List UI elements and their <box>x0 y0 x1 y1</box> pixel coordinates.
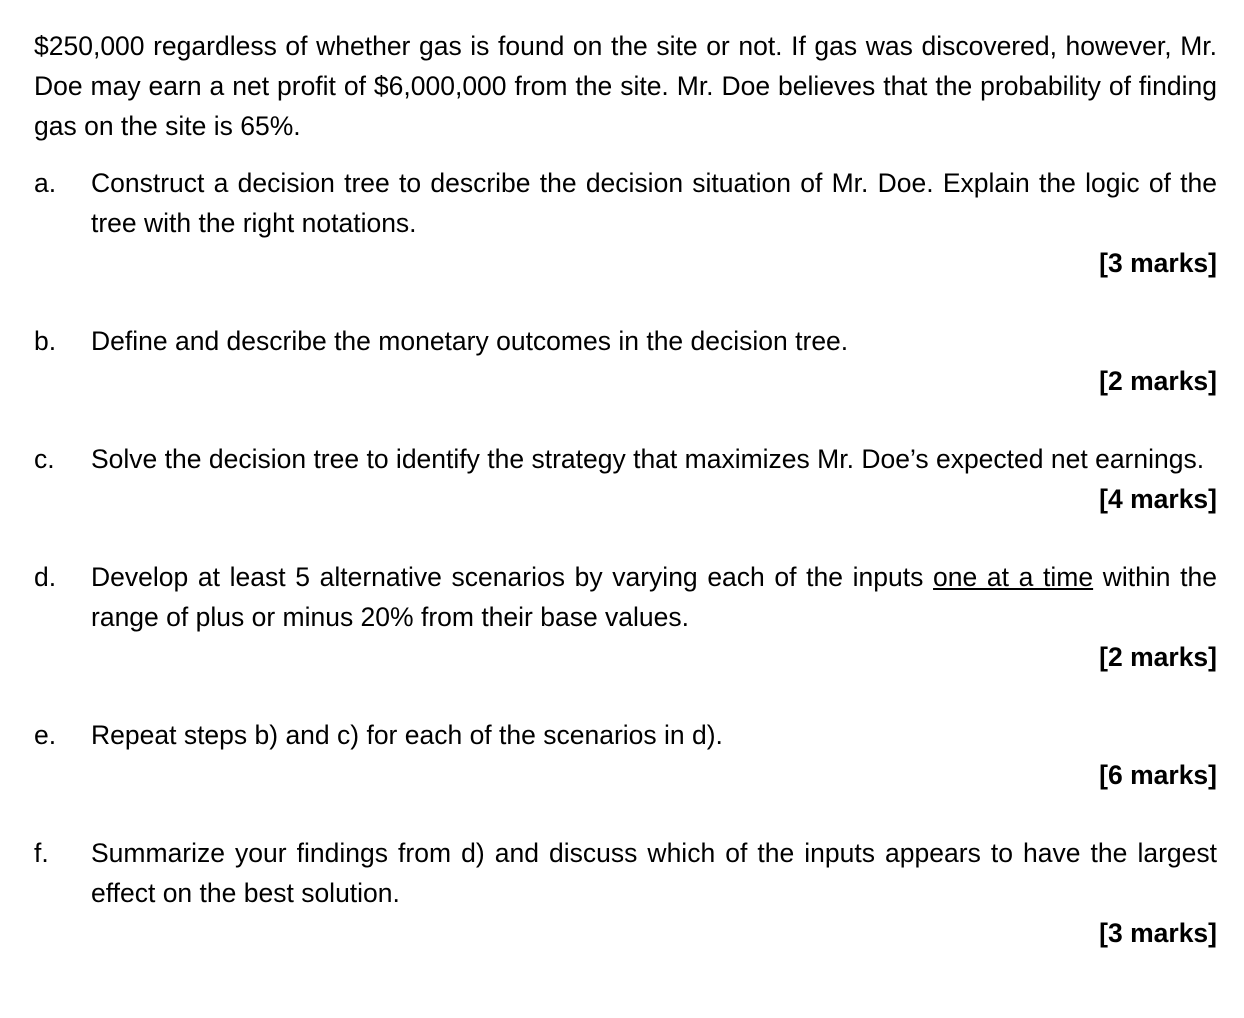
marks-label: [3 marks] <box>1099 248 1217 278</box>
marks-label: [3 marks] <box>1099 918 1217 948</box>
question-text: Construct a decision tree to describe the decision situation of Mr. Doe. Explain the logic of the tree with the right notations. <box>91 168 1217 238</box>
question-a <box>34 163 1217 283</box>
document-page <box>34 26 1217 953</box>
question-text: Repeat steps b) and c) for each of the scenarios in d). <box>91 720 723 750</box>
question-letter: f. <box>34 838 49 868</box>
question-b <box>34 321 1217 401</box>
question-text <box>91 557 1217 637</box>
marks-label: [4 marks] <box>1099 484 1217 514</box>
question-letter: c. <box>34 444 55 474</box>
question-text: Solve the decision tree to identify the strategy that maximizes Mr. Doe’s expected net earnings. <box>91 444 1205 474</box>
question-text-part: within the range of plus or minus 20% from their base values. <box>91 562 1217 632</box>
question-text: Define and describe the monetary outcomes in the decision tree. <box>91 326 849 356</box>
marks-label: [2 marks] <box>1099 366 1217 396</box>
question-text: Summarize your findings from d) and discuss which of the inputs appears to have the largest effect on the best solution. <box>91 838 1217 908</box>
question-letter: a. <box>34 168 57 198</box>
question-letter: e. <box>34 720 57 750</box>
question-e <box>34 715 1217 795</box>
question-letter: b. <box>34 326 57 356</box>
question-text-part: Develop at least 5 alternative scenarios by varying each of the inputs <box>91 562 934 592</box>
question-d <box>34 557 1217 677</box>
question-letter: d. <box>34 562 57 592</box>
question-f <box>34 833 1217 953</box>
question-c <box>34 439 1217 519</box>
marks-label: [6 marks] <box>1099 760 1217 790</box>
intro-paragraph: $250,000 regardless of whether gas is found on the site or not. If gas was discovered, however, Mr. Doe may earn a net profit of $6,000,000 from the site. Mr. Doe believes that the probability of finding gas on the site is 65%. <box>34 31 1217 141</box>
underlined-text: one at a time <box>933 562 1094 592</box>
marks-label: [2 marks] <box>1099 642 1217 672</box>
